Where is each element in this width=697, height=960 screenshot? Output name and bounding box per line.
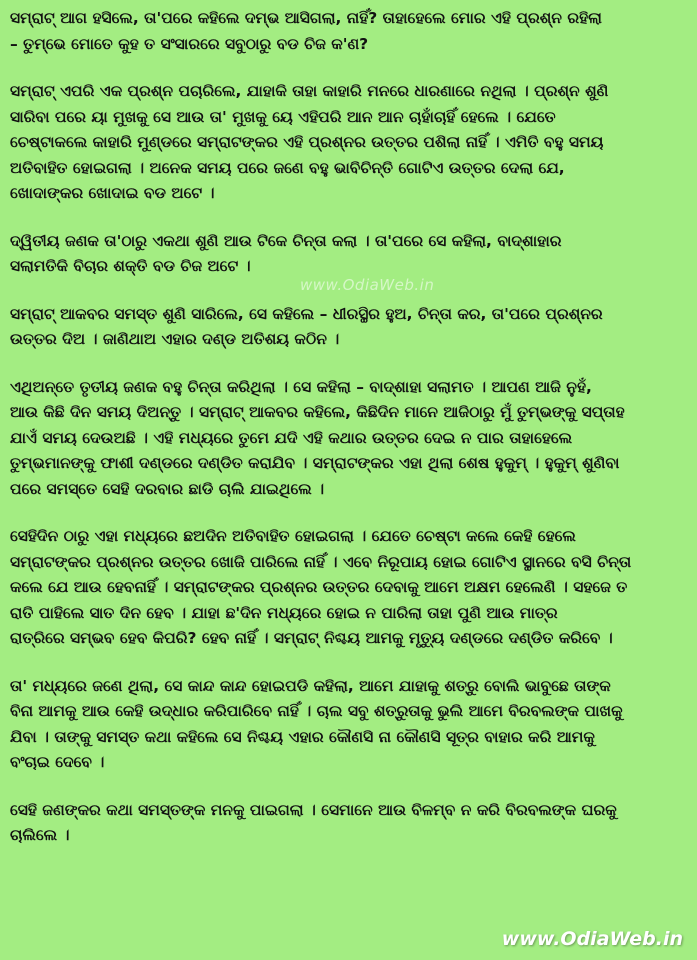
story-paragraph-5: ଏଥିଅନ୍ତେ ତୃତୀୟ ଜଣକ ବହୁ ଚିନ୍ତା କରିଥିଲା । ସେ କହିଲା – ବାଦ୍ଶାହା ସଲାମତ । ଆପଣ ଆଜି ନୁହଁ, ଆଉ କିଛି ଦିନ ସମୟ ଦିଅନ୍ତୁ । ସମ୍ରାଟ୍ ଆକବର କହିଲେ, କିଛିଦିନ ମାନେ ଆଜିଠାରୁ ମୁଁ ତୁମ୍ଭଙ୍କୁ ସପ୍ତାହ ଯାଏଁ ସମୟ ଦେଉଅଛି । ଏହି ମଧ୍ୟରେ ତୁମେ ଯଦି ଏହି କଥାର ଉତ୍ତର ଦେଇ ନ ପାର ତାହାହେଲେ ତୁମ୍ଭମାନଙ୍କୁ ଫାଶୀ ଦଣ୍ଡରେ ଦଣ୍ଡିତ କରାଯିବ । ସମ୍ରାଟଙ୍କର ଏହା ଥିଲା ଶେଷ ହୁକୁମ୍ । ହୁକୁମ୍ ଶୁଣିବା ପରେ ସମସ୍ତେ ସେହି ଦରବାର ଛାଡି ଚାଲି ଯାଇଥିଲେ । <box>10 377 625 498</box>
site-url-link[interactable]: www.OdiaWeb.in <box>501 928 683 950</box>
watermark-text: www.OdiaWeb.in <box>300 276 435 294</box>
story-paragraph-7: ତା' ମଧ୍ୟରେ ଜଣେ ଥିଲା, ସେ କାନ୍ଦ କାନ୍ଦ ହୋଇପଡି କହିଲା, ଆମେ ଯାହାକୁ ଶତ୍ରୁ ବୋଲି ଭାବୁଛେ ତାଙ୍କ ବିନା ଆମକୁ ଆଉ କେହି ଉଦ୍ଧାର କରିପାରିବେ ନାହିଁ । ଚାଲ ସବୁ ଶତ୍ରୁତାକୁ ଭୁଲି ଆମେ ବିରବଲଙ୍କ ପାଖକୁ ଯିବା । ତାଙ୍କୁ ସମସ୍ତ କଥା କହିଲେ ସେ ନିଶ୍ଚୟ ଏହାର କୌଣସି ନା କୌଣସି ସୂତ୍ର ବାହାର କରି ଆମକୁ ବଂଚାଇ ଦେବେ । <box>10 676 623 771</box>
story-paragraph-1: ସମ୍ରାଟ୍ ଆଗ ହସିଲେ, ତା'ପରେ କହିଲେ ଦମ୍ଭ ଆସିଗଲା, ନାହିଁ? ତାହାହେଲେ ମୋର ଏହି ପ୍ରଶ୍ନ ରହିଲା – ତୁମ୍ଭେ ମୋତେ କୁହ ତ ସଂସାରରେ ସବୁଠାରୁ ବଡ ଚିଜ କ'ଣ? <box>10 9 602 53</box>
story-paragraph-3: ଦ୍ୱିତୀୟ ଜଣକ ତା'ଠାରୁ ଏକଥା ଶୁଣି ଆଉ ଟିକେ ଚିନ୍ତା କଲା । ତା'ପରେ ସେ କହିଲା, ବାଦ୍ଶାହାର ସଲାମତିକି ବିଚାର ଶକ୍ତି ବଡ ଚିଜ ଅଟେ । <box>10 231 562 275</box>
story-paragraph-6: ସେହିଦିନ ଠାରୁ ଏହା ମଧ୍ୟରେ ଛଅଦିନ ଅତିବାହିତ ହୋଇଗଲା । ଯେତେ ଚେଷ୍ଟା କଲେ କେହି ହେଲେ ସମ୍ରାଟଙ୍କର ପ୍ରଶ୍ନର ଉତ୍ତର ଖୋଜି ପାରିଲେ ନାହିଁ । ଏବେ ନିରୂପାୟ ହୋଇ ଗୋଟିଏ ସ୍ଥାନରେ ବସି ଚିନ୍ତା କଲେ ଯେ ଆଉ ହେବନାହିଁ । ସମ୍ରାଟଙ୍କର ପ୍ରଶ୍ନର ଉତ୍ତର ଦେବାକୁ ଆମେ ଅକ୍ଷମ ହେଲେଣି । ସହଜେ ତ ରାତି ପାହିଲେ ସାତ ଦିନ ହେବ । ଯାହା ଛ'ଦିନ ମଧ୍ୟରେ ହୋଇ ନ ପାରିଲା ତାହା ପୁଣି ଆଉ ମାତ୍ର ରାତ୍ରିରେ ସମ୍ଭବ ହେବ କିପରି? ହେବ ନାହିଁ । ସମ୍ରାଟ୍ ନିଶ୍ଚୟ ଆମକୁ ମୃତ୍ୟୁ ଦଣ୍ଡରେ ଦଣ୍ଡିତ କରିବେ । <box>10 527 632 647</box>
story-paragraph-8: ସେହି ଜଣଙ୍କର କଥା ସମସ୍ତଙ୍କ ମନକୁ ପାଇଗଲା । ସେମାନେ ଆଉ ବିଳମ୍ବ ନ କରି ବିରବଲଙ୍କ ଘରକୁ ଚାଲିଲେ । <box>10 800 617 844</box>
story-paragraph-2: ସମ୍ରାଟ୍ ଏପରି ଏକ ପ୍ରଶ୍ନ ପଚାରିଲେ, ଯାହାକି ତାହା କାହାରି ମନରେ ଧାରଣାରେ ନଥିଲା । ପ୍ରଶ୍ନ ଶୁଣି ସାରିବା ପରେ ୟା ମୁଖକୁ ସେ ଆଉ ତା' ମୁଖକୁ ୟେ ଏହିପରି ଆନ ଆନ ଚାହାଁଚାହିଁ ହେଲେ । ଯେତେ ଚେଷ୍ଟାକଲେ କାହାରି ମୁଣ୍ଡରେ ସମ୍ରାଟଙ୍କର ଏହି ପ୍ରଶ୍ନର ଉତ୍ତର ପଶିଲା ନାହିଁ । ଏମିତି ବହୁ ସମୟ ଅତିବାହିତ ହୋଇଗଲା । ଅନେକ ସମୟ ପରେ ଜଣେ ବହୁ ଭାବିଚିନ୍ତି ଗୋଟିଏ ଉତ୍ତର ଦେଲା ଯେ, ଖୋଦାଙ୍କର ଖୋଦାଇ ବଡ ଅଟେ । <box>10 82 609 202</box>
story-paragraph-4: ସମ୍ରାଟ୍ ଆକବର ସମସ୍ତ ଶୁଣି ସାରିଲେ, ସେ କହିଲେ – ଧୀରସ୍ଥିର ହୁଅ, ଚିନ୍ତା କର, ତା'ପରେ ପ୍ରଶ୍ନର ଉତ୍ତର ଦିଅ । ଜାଣିଥାଅ ଏହାର ଦଣ୍ଡ ଅତିଶୟ କଠିନ । <box>10 304 603 348</box>
